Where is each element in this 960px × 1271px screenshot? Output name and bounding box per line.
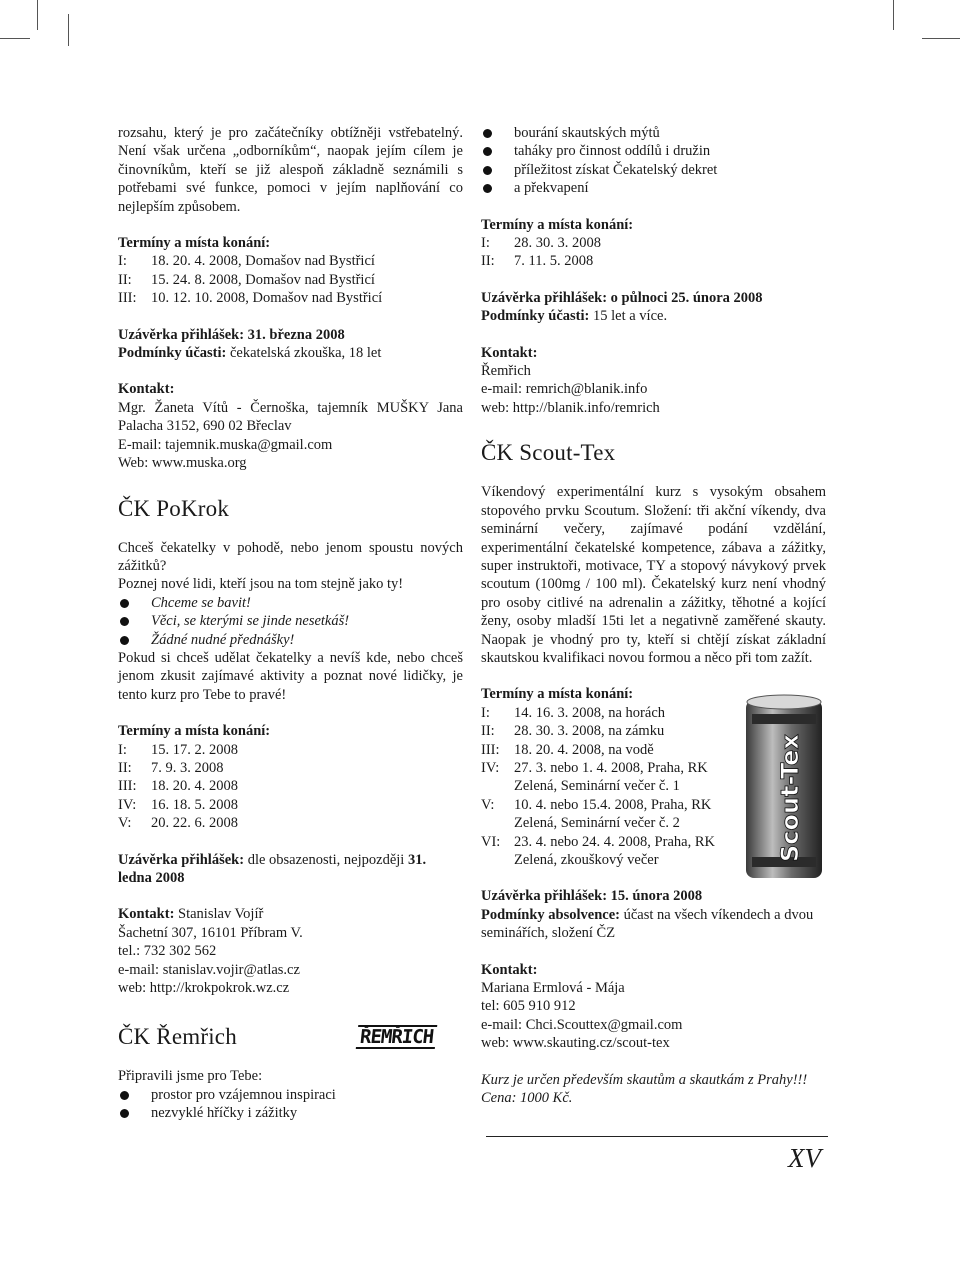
remrich-logo: ŘEMŘICH — [356, 1025, 438, 1049]
right-column — [481, 124, 826, 1107]
pokrok-bullets — [118, 594, 463, 649]
term-row: IV: 27. 3. nebo 1. 4. 2008, Praha, RK Zelená, Seminární večer č. 1 — [481, 759, 708, 795]
term-row: III: 10. 12. 10. 2008, Domašov nad Bystřicí — [118, 290, 383, 307]
contact-heading: Kontakt: — [118, 381, 175, 398]
scouttex-paragraph: Víkendový experimentální kurz s vysokým obsahem stopového prvku Scoutum. Složení: tři akční víkendy, dva seminární večery, zajímavé podání vzdělání, experimentální čekatelské kompetence, zábava a zážitky, super instruktoři, motivace, TY a stopový návykový prvek scoutum (100mg / 100 ml). Čekatelský kurz není vhodný pro osoby citlivé na adrenalin a zážitky, těhotné a kojící ženy, osoby mladší 15ti let a negativně zaměřené skauty. Naopak je vhodný pro ty, kteří si chtějí získat základní skautskou kvalifikaci novou formou a něco při tom zažít. — [481, 484, 826, 666]
term-row: IV: 16. 18. 5. 2008 — [118, 796, 238, 813]
pokrok-paragraph: Pokud si chceš udělat čekatelky a nevíš kde, nebo chceš jenom zkusit zajímavé aktivity a poznat nové lidičky, je tento kurz pro Tebe to pravé! — [118, 649, 463, 703]
crop-mark — [0, 38, 30, 39]
contact-line: Mgr. Žaneta Vítů - Černoška, tajemník MUŠKY Jana Palacha 3152, 690 02 Břeclav — [118, 399, 463, 435]
contact-name: Řemřich — [481, 363, 531, 380]
term-row: I: 14. 16. 3. 2008, na horách — [481, 704, 666, 721]
term-row: II: 7. 9. 3. 2008 — [118, 759, 224, 776]
can-icon — [740, 692, 828, 882]
pokrok-line: Poznej nové lidi, kteří jsou na tom stejně jako ty! — [118, 576, 404, 593]
term-row: I: 15. 17. 2. 2008 — [118, 741, 238, 758]
list-item: Chceme se bavit! — [118, 594, 463, 612]
crop-mark — [37, 0, 38, 30]
remrich-header — [118, 1023, 463, 1051]
closing-note: Kurz je určen především skautům a skautkám z Prahy!!! Cena: 1000 Kč. — [481, 1071, 808, 1107]
list-item: taháky pro činnost oddílů i družin — [481, 142, 826, 160]
term-row: V: 20. 22. 6. 2008 — [118, 815, 238, 832]
contact-phone: tel.: 732 302 562 — [118, 943, 217, 960]
absolv-conditions: Podmínky absolvence: účast na všech víkendech a dvou seminářích, složení ČZ — [481, 906, 814, 942]
section-title-remrich: ČK Řemřich — [118, 1024, 237, 1050]
contact-web[interactable]: Web: www.muska.org — [118, 455, 247, 472]
contact-email[interactable]: e-mail: Chci.Scouttex@gmail.com — [481, 1016, 683, 1033]
page-number: XV — [788, 1143, 821, 1173]
crop-mark — [68, 14, 69, 46]
term-row: I: 18. 20. 4. 2008, Domašov nad Bystřicí — [118, 253, 375, 270]
section-title-pokrok: ČK PoKrok — [118, 495, 230, 521]
deadline: Uzávěrka přihlášek: 31. března 2008 — [118, 326, 345, 343]
contact-phone: tel: 605 910 912 — [481, 998, 576, 1015]
contact-web[interactable]: web: http://krokpokrok.wz.cz — [118, 980, 290, 997]
contact-heading: Kontakt: — [481, 344, 538, 361]
deadline: Uzávěrka přihlášek: o půlnoci 25. února 2008 — [481, 289, 763, 306]
contact-email[interactable]: e-mail: stanislav.vojir@atlas.cz — [118, 961, 300, 978]
term-row: II: 15. 24. 8. 2008, Domašov nad Bystřicí — [118, 271, 375, 288]
conditions: Podmínky účasti: 15 let a více. — [481, 308, 668, 325]
term-row: I: 28. 30. 3. 2008 — [481, 235, 601, 252]
term-row: II: 28. 30. 3. 2008, na zámku — [481, 723, 665, 740]
contact-email[interactable]: e-mail: remrich@blanik.info — [481, 381, 648, 398]
footer-rule — [486, 1136, 828, 1137]
list-item: příležitost získat Čekatelský dekret — [481, 161, 826, 179]
contact-name: Mariana Ermlová - Mája — [481, 980, 625, 997]
terms-heading: Termíny a místa konání: — [118, 723, 271, 740]
intro-paragraph: rozsahu, který je pro začátečníky obtížněji vstřebatelný. Není však určena „odborníkům“, naopak jejím cílem je činovníkům, kteří se již alespoň základně seznámili s potřebami své funkce, pomoci v jejím naplňování co nejlepším způsobem. — [118, 125, 463, 215]
term-row: V: 10. 4. nebo 15.4. 2008, Praha, RK Zelená, Seminární večer č. 2 — [481, 796, 712, 832]
list-item: prostor pro vzájemnou inspiraci — [118, 1086, 463, 1104]
can-label: Scout-Tex — [776, 734, 804, 862]
contact-web[interactable]: web: http://blanik.info/remrich — [481, 399, 660, 416]
contact-web[interactable]: web: www.skauting.cz/scout-tex — [481, 1035, 670, 1052]
term-row: VI: 23. 4. nebo 24. 4. 2008, Praha, RK Zelená, zkouškový večer — [481, 833, 715, 868]
deadline: Uzávěrka přihlášek: dle obsazenosti, nejpozději 31. ledna 2008 — [118, 851, 427, 886]
list-item: bourání skautských mýtů — [481, 124, 826, 142]
list-item: Žádné nudné přednášky! — [118, 631, 463, 649]
terms-table — [481, 234, 601, 271]
contact-line: Šachetní 307, 16101 Příbram V. — [118, 924, 303, 941]
terms-table — [481, 704, 734, 870]
list-item: a překvapení — [481, 179, 826, 197]
list-item: nezvyklé hříčky i zážitky — [118, 1104, 463, 1122]
remrich-bullets — [118, 1086, 463, 1123]
contact-email[interactable]: E-mail: tajemnik.muska@gmail.com — [118, 436, 333, 453]
term-row: III: 18. 20. 4. 2008, na vodě — [481, 741, 654, 758]
contact: Kontakt: Stanislav Vojíř — [118, 906, 264, 923]
contact-heading: Kontakt: — [481, 961, 538, 978]
terms-table — [118, 252, 382, 307]
terms-heading: Termíny a místa konání: — [481, 216, 634, 233]
list-item: Věci, se kterými se jinde nesetkáš! — [118, 612, 463, 630]
pokrok-intro: Chceš čekatelky v pohodě, nebo jenom spoustu nových zážitků? — [118, 539, 463, 574]
crop-mark — [922, 38, 960, 39]
crop-mark — [893, 0, 894, 30]
remrich-intro: Připravili jsme pro Tebe: — [118, 1068, 263, 1085]
remrich-bullets-continued — [481, 124, 826, 198]
left-column — [118, 124, 463, 1123]
conditions: Podmínky účasti: čekatelská zkouška, 18 let — [118, 345, 382, 362]
section-title-scouttex: ČK Scout-Tex — [481, 440, 616, 466]
terms-heading: Termíny a místa konání: — [481, 686, 634, 703]
terms-heading: Termíny a místa konání: — [118, 235, 271, 252]
scouttex-can-image — [740, 692, 828, 882]
terms-table — [118, 741, 238, 833]
term-row: III: 18. 20. 4. 2008 — [118, 778, 238, 795]
term-row: II: 7. 11. 5. 2008 — [481, 253, 594, 270]
deadline: Uzávěrka přihlášek: 15. února 2008 — [481, 888, 703, 905]
